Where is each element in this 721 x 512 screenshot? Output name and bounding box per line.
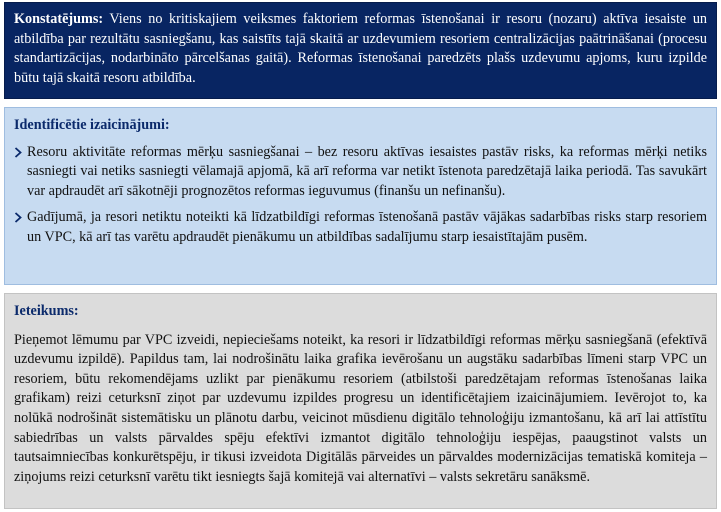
finding-lead: Konstatējums: [14,11,104,27]
recommendation-box [4,293,717,509]
challenges-box [4,107,717,285]
challenge-item [14,208,707,247]
challenges-list [14,143,707,248]
challenges-heading: Identificētie izaicinājumi: [14,117,170,133]
recommendation-text: Pieņemot lēmumu par VPC izveidi, nepieciešams noteikt, ka resori ir līdzatbildīgi reformas mērķu sasniegšanā (efektīvā uzdevumu izpildē). Papildus tam, lai nodrošinātu laika grafika ievērošanu un augstāku sadarbības līmeni starp VPC un resoriem, būtu rekomendējams uzlikt par pienākumu resoriem (atbilstoši paredzētajam reformas īstenošanas laika grafikam) reizi ceturksnī ziņot par uzdevumu izpildes progresu un identificētajiem izaicinājumiem. Ievērojot to, ka nolūkā nodrošināt sistemātisku un plānotu darbu, veicinot mūsdienu digitālo tehnoloģiju izmantošanu, kā arī lai attīstītu sabiedrības un valsts pārvaldes spēju efektīvi izmantot digitālo tehnoloģiju iespējas, paaugstinot valsts un tautsaimniecības konkurētspēju, ir tikusi izveidota Digitālās pārveides un pārvaldes modernizācijas tematiskā komiteja – ziņojums reizi ceturksnī varētu tikt iesniegts šajā komitejā vai alternatīvi – valsts sekretāru sanāksmē. [14,331,707,485]
challenge-item [14,143,707,202]
challenge-text: Resoru aktivitāte reformas mērķu sasniegšanai – bez resoru aktīvas iesaistes pastāv risks, ka reformas mērķi netiks sasniegti vai netiks sasniegti vēlamajā apjomā, kā arī reforma var netikt īstenota paredzētajā laika periodā. Tas savukārt var apdraudēt arī sākotnēji prognozētos reformas ieguvumus (finanšu un nefinanšu). [27,143,707,199]
recommendation-heading: Ieteikums: [14,303,79,319]
chevron-right-icon [14,212,22,223]
finding-box [4,2,717,99]
chevron-right-icon [14,147,22,158]
finding-text: Viens no kritiskajiem veiksmes faktoriem reformas īstenošanai ir resoru (nozaru) aktīva iesaiste un atbildība par rezultātu sasniegšanu, kas saistīts tajā skaitā ar uzdevumiem resoriem centralizācijas paātrināšanai (procesu standartizācijas, nodarbināto pārcelšanas gaitā). Reformas īstenošanai paredzēts plašs uzdevumu apjoms, kuru izpilde būtu tajā skaitā resoru atbildība. [14,11,707,86]
challenge-text: Gadījumā, ja resori netiktu noteikti kā līdzatbildīgi reformas īstenošanā pastāv vājākas sadarbības risks starp resoriem un VPC, kā arī tas varētu apdraudēt pienākumu un atbildības sadalījumu starp iesaistītajām pusēm. [27,209,707,245]
finding-paragraph [14,10,707,88]
